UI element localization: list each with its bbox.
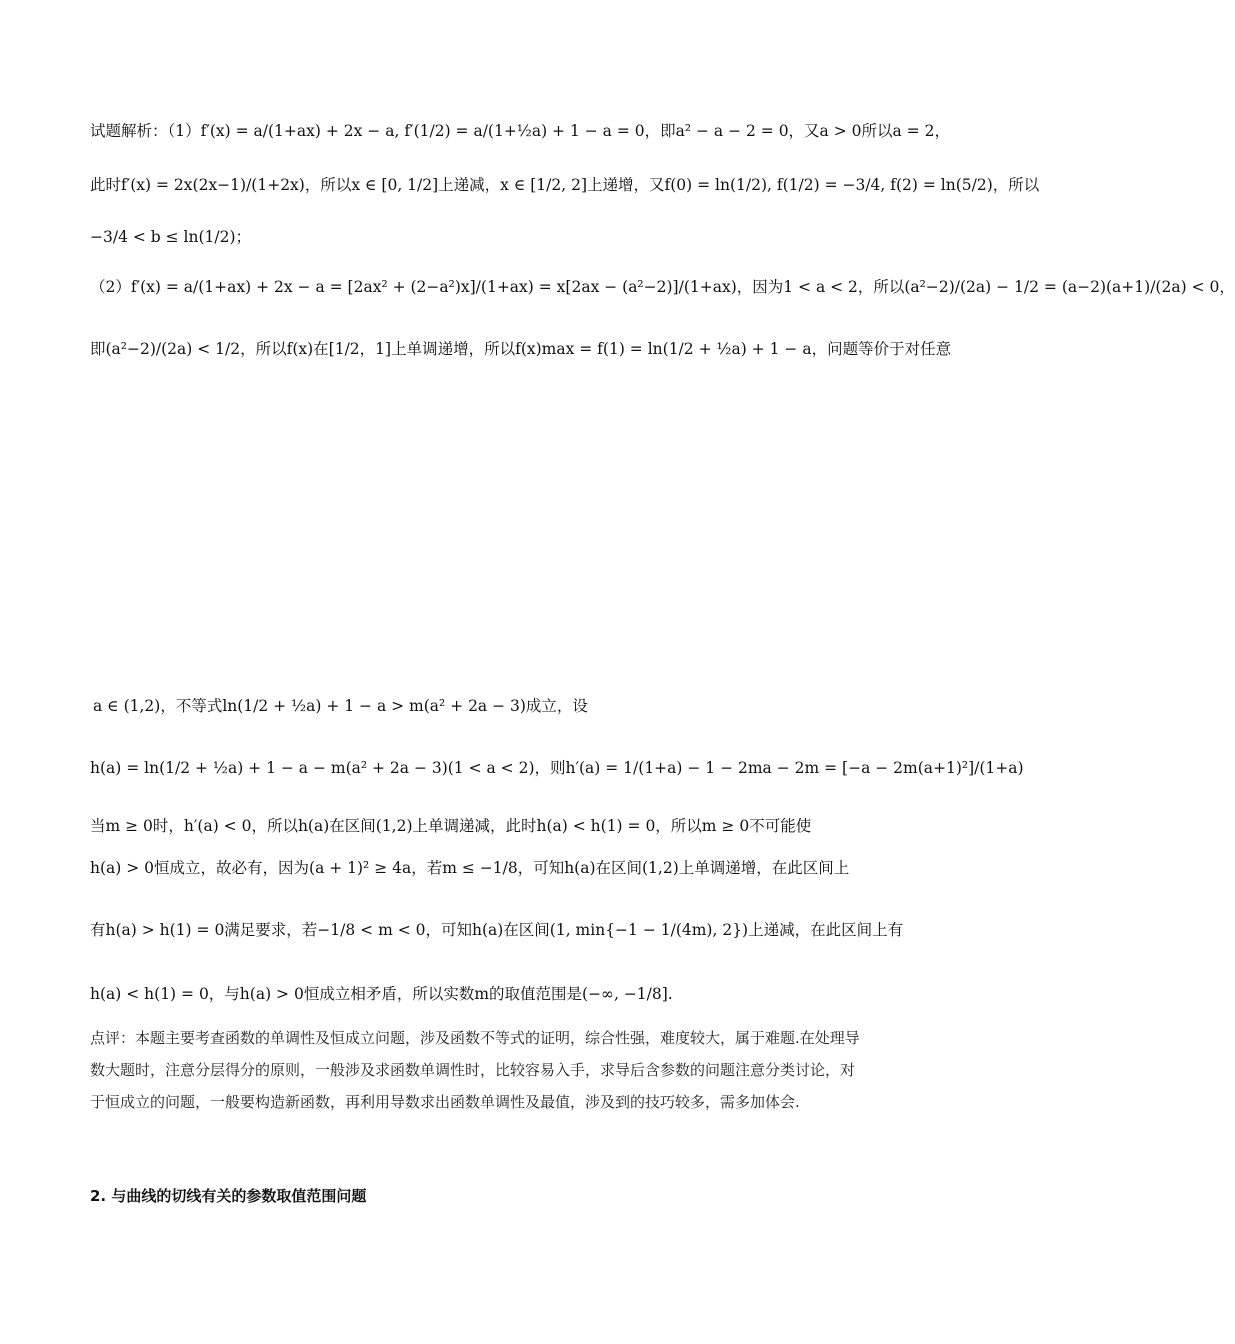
solution-line-6: a ∈ (1,2)，不等式ln(1/2 + ½a) + 1 − a > m(a² + 2a − 3)成立，设 [93, 697, 588, 715]
section-heading: 2. 与曲线的切线有关的参数取值范围问题 [90, 1187, 367, 1205]
solution-line-10: 有h(a) > h(1) = 0满足要求，若−1/8 < m < 0，可知h(a)在区间(1, min{−1 − 1/(4m), 2})上递减，在此区间上有 [90, 921, 904, 939]
solution-line-9: h(a) > 0恒成立，故必有，因为(a + 1)² ≥ 4a，若m ≤ −1/8，可知h(a)在区间(1,2)上单调递增，在此区间上 [90, 859, 850, 877]
comment-paragraph: 点评：本题主要考查函数的单调性及恒成立问题，涉及函数不等式的证明，综合性强，难度较大，属于难题.在处理导数大题时，注意分层得分的原则，一般涉及求函数单调性时，比较容易入手，求导后含参数的问题注意分类讨论，对于恒成立的问题，一般要构造新函数，再利用导数求出函数单调性及最值，涉及到的技巧较多，需多加体会. [90, 1029, 860, 1111]
solution-line-3: −3/4 < b ≤ ln(1/2)； [90, 228, 252, 246]
solution-line-4: （2）f′(x) = a/(1+ax) + 2x − a = [2ax² + (2−a²)x]/(1+ax) = x[2ax − (a²−2)]/(1+ax)，因为1 < a < 2，所以(a²−2)/(2a) − 1/2 = (a−2)(a+1)/(2a) < 0， [90, 278, 1235, 296]
solution-line-1: 试题解析：（1）f′(x) = a/(1+ax) + 2x − a, f′(1/2) = a/(1+½a) + 1 − a = 0，即a² − a − 2 = 0，又a > 0所以a = 2， [90, 122, 950, 140]
solution-line-8: 当m ≥ 0时，h′(a) < 0，所以h(a)在区间(1,2)上单调递减，此时h(a) < h(1) = 0，所以m ≥ 0不可能使 [90, 817, 812, 835]
solution-line-11: h(a) < h(1) = 0，与h(a) > 0恒成立相矛盾，所以实数m的取值范围是(−∞, −1/8]. [90, 985, 673, 1003]
solution-line-5: 即(a²−2)/(2a) < 1/2，所以f(x)在[1/2，1]上单调递增，所以f(x)max = f(1) = ln(1/2 + ½a) + 1 − a，问题等价于对任意 [90, 340, 952, 358]
solution-line-7: h(a) = ln(1/2 + ½a) + 1 − a − m(a² + 2a − 3)(1 < a < 2)，则h′(a) = 1/(1+a) − 1 − 2ma − 2m = [−a − 2m(a+1)²]/(1+a) [90, 759, 1024, 777]
solution-line-2: 此时f′(x) = 2x(2x−1)/(1+2x)，所以x ∈ [0, 1/2]上递减，x ∈ [1/2, 2]上递增，又f(0) = ln(1/2), f(1/2) = −3/4, f(2) = ln(5/2)，所以 [90, 176, 1040, 194]
